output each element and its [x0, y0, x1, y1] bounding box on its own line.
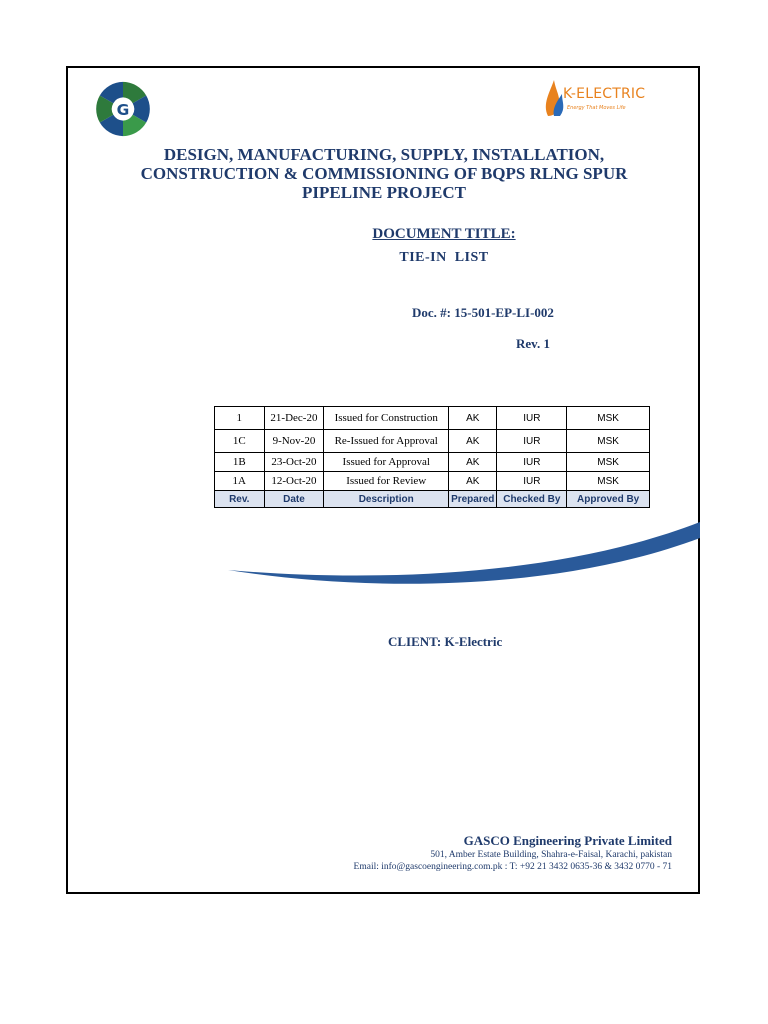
document-revision: Rev. 1: [516, 336, 550, 351]
cell-rev: 1C: [215, 430, 265, 453]
cell-approved: MSK: [567, 453, 650, 472]
decorative-swoosh: [226, 520, 702, 600]
cell-approved: MSK: [567, 430, 650, 453]
document-title-label: DOCUMENT TITLE:: [372, 226, 516, 242]
cell-prepared: AK: [449, 453, 497, 472]
client-label: CLIENT:: [388, 634, 442, 649]
cell-date: 21-Dec-20: [264, 407, 324, 430]
k-electric-tagline: Energy That Moves Life: [567, 105, 626, 111]
client-line: [388, 634, 502, 650]
cell-approved: MSK: [567, 472, 650, 491]
company-address: 501, Amber Estate Building, Shahra-e-Faisal, Karachi, pakistan: [430, 850, 672, 860]
project-title-line: PIPELINE PROJECT: [302, 183, 466, 202]
header-checked: Checked By: [497, 491, 567, 508]
cell-approved: MSK: [567, 407, 650, 430]
cell-checked: IUR: [497, 430, 567, 453]
cell-rev: 1B: [215, 453, 265, 472]
company-contact: Email: info@gascoengineering.com.pk : T: +92 21 3432 0635-36 & 3432 0770 - 71: [353, 862, 672, 872]
cell-checked: IUR: [497, 453, 567, 472]
header-prepared: Prepared: [449, 491, 497, 508]
header-approved: Approved By: [567, 491, 650, 508]
document-title: TIE-IN LIST: [399, 250, 489, 265]
cell-prepared: AK: [449, 472, 497, 491]
table-row: [215, 472, 650, 491]
cell-rev: 1: [215, 407, 265, 430]
project-title: [100, 145, 668, 202]
project-title-line: DESIGN, MANUFACTURING, SUPPLY, INSTALLATION,: [163, 145, 605, 164]
cell-prepared: AK: [449, 430, 497, 453]
cell-date: 9-Nov-20: [264, 430, 324, 453]
cell-prepared: AK: [449, 407, 497, 430]
k-electric-logo-text: K-ELECTRIC: [563, 86, 646, 102]
company-name: GASCO Engineering Private Limited: [463, 833, 672, 848]
header-description: Description: [324, 491, 449, 508]
document-number: Doc. #: 15-501-EP-LI-002: [412, 305, 554, 320]
gasco-logo-icon: [94, 80, 152, 138]
cell-checked: IUR: [497, 407, 567, 430]
cell-description: Issued for Construction: [324, 407, 449, 430]
cell-description: Re-Issued for Approval: [324, 430, 449, 453]
cell-checked: IUR: [497, 472, 567, 491]
cell-rev: 1A: [215, 472, 265, 491]
cell-description: Issued for Review: [324, 472, 449, 491]
svg-text:G: G: [116, 100, 130, 119]
table-row: [215, 453, 650, 472]
header-rev: Rev.: [215, 491, 265, 508]
project-title-line: CONSTRUCTION & COMMISSIONING OF BQPS RLNG SPUR: [140, 164, 628, 183]
table-header-row: [215, 491, 650, 508]
client-name: K-Electric: [444, 634, 503, 649]
cell-description: Issued for Approval: [324, 453, 449, 472]
revision-table: [214, 406, 650, 508]
table-row: [215, 407, 650, 430]
cell-date: 23-Oct-20: [264, 453, 324, 472]
cell-date: 12-Oct-20: [264, 472, 324, 491]
header-date: Date: [264, 491, 324, 508]
table-row: [215, 430, 650, 453]
